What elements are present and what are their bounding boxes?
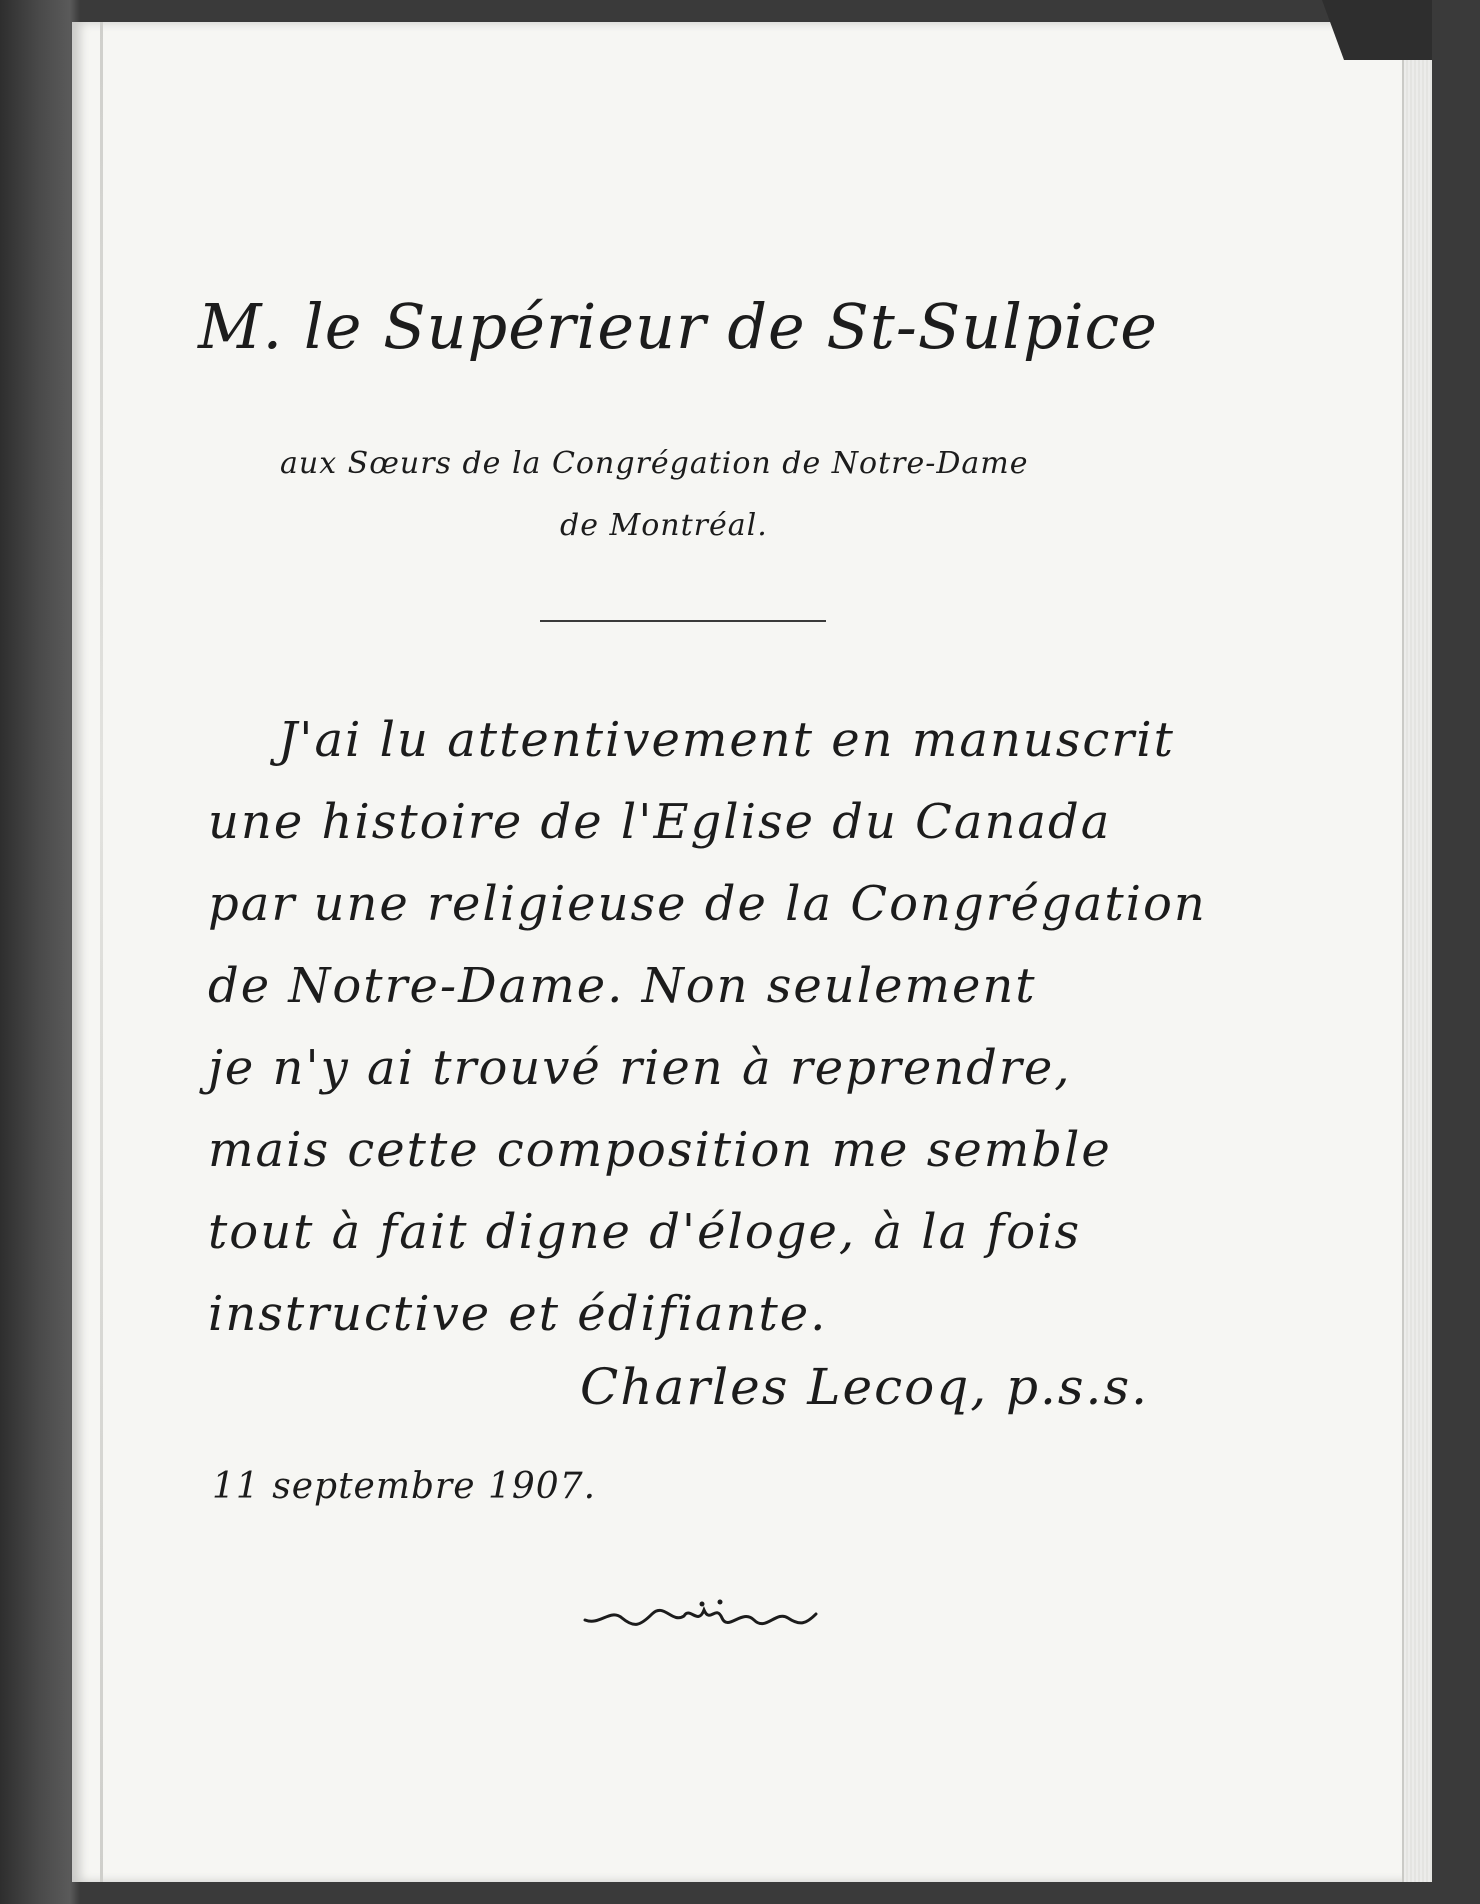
letter-addressee-line1: aux Sœurs de la Congrégation de Notre-Dame <box>280 446 1029 481</box>
separator-rule <box>540 620 826 622</box>
body-line-6: mais cette composition me semble <box>208 1122 1112 1178</box>
page-binding-edge <box>100 22 103 1882</box>
body-line-1: J'ai lu attentivement en manuscrit <box>278 712 1175 768</box>
letter-addressee-line2: de Montréal. <box>560 508 768 543</box>
body-line-8: instructive et édifiante. <box>208 1286 828 1342</box>
body-line-5: je n'y ai trouvé rien à reprendre, <box>208 1040 1072 1096</box>
body-line-2: une histoire de l'Eglise du Canada <box>208 794 1112 850</box>
body-line-7: tout à fait digne d'éloge, à la fois <box>208 1204 1082 1260</box>
page-stack-edge <box>1402 60 1432 1882</box>
body-line-3: par une religieuse de la Congrégation <box>208 876 1207 932</box>
letter-date: 11 septembre 1907. <box>212 1466 597 1507</box>
calligraphic-flourish-icon <box>580 1596 820 1641</box>
letter-heading: M. le Supérieur de St-Sulpice <box>198 290 1158 363</box>
body-line-4: de Notre-Dame. Non seulement <box>208 958 1037 1014</box>
signature: Charles Lecoq, p.s.s. <box>580 1358 1150 1416</box>
